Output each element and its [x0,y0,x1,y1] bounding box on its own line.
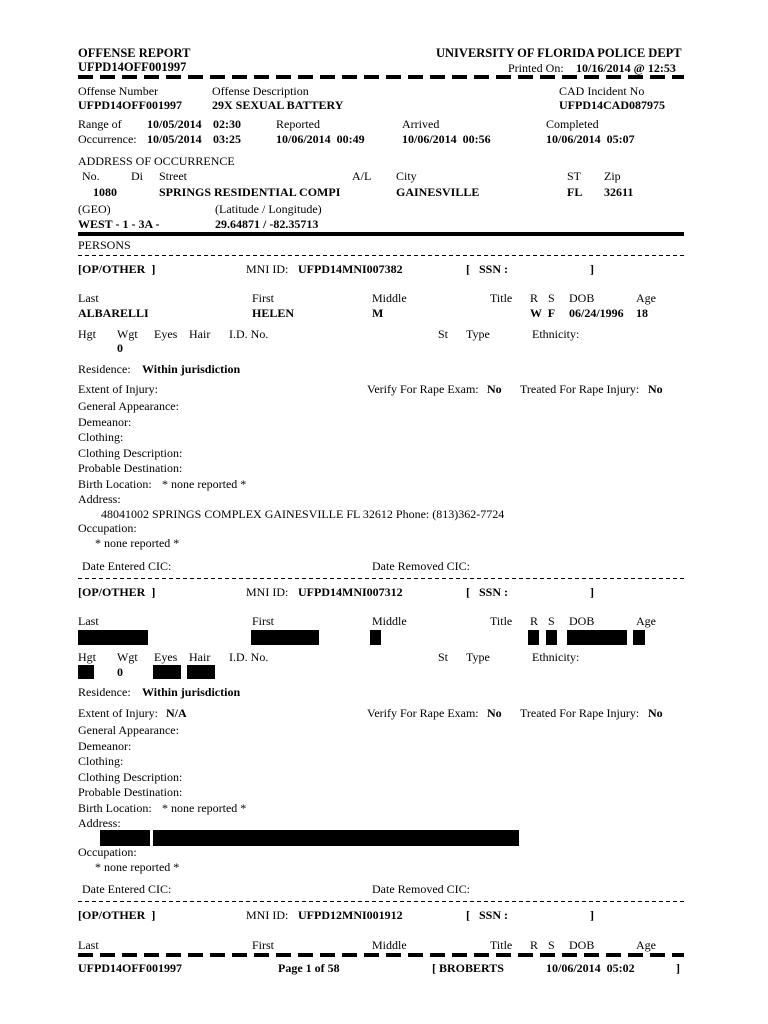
dob-label: DOB [569,614,595,628]
clothing-label: Clothing: [78,430,124,444]
date-removed-label: Date Removed CIC: [372,882,470,896]
idno-label: I.D. No. [229,650,269,664]
section-divider [78,232,684,236]
mni-id: UFPD14MNI007382 [298,262,403,276]
addr-st: FL [567,185,583,199]
middle-label: Middle [372,938,407,952]
person-role: [OP/OTHER ] [78,262,156,276]
redaction-hair [187,665,215,679]
middle-label: Middle [372,291,407,305]
hgt-label: Hgt [78,327,96,341]
wgt-label: Wgt [117,327,138,341]
sex-label: S [548,938,555,952]
ethnicity-label: Ethnicity: [532,327,580,341]
header-divider [78,75,684,79]
redaction-race [528,630,539,645]
address-label: Address: [78,816,121,830]
range-label: Range of [78,117,122,131]
general-label: General Appearance: [78,723,179,737]
birth-label: Birth Location: [78,801,152,815]
verify-label: Verify For Rape Exam: [367,706,479,720]
last-label: Last [78,291,99,305]
birth-value: * none reported * [162,477,247,491]
redaction-first-name [251,630,319,645]
cad-label: CAD Incident No [559,84,645,98]
completed-value: 10/06/2014 05:07 [546,132,635,146]
completed-label: Completed [546,117,599,131]
treated-label: Treated For Rape Injury: [520,706,640,720]
persons-heading: PERSONS [78,238,131,252]
redaction-address [153,830,519,846]
person-divider [78,901,684,902]
sex-label: S [548,614,555,628]
report-title: OFFENSE REPORT [78,46,191,60]
addr-st-label: ST [567,169,582,183]
title-label: Title [490,938,513,952]
addr-no-label: No. [82,169,100,183]
race-label: R [530,614,539,628]
id-type-label: Type [466,327,490,341]
mni-label: MNI ID: [246,585,289,599]
footer-divider [78,953,684,957]
mni-label: MNI ID: [246,262,289,276]
latlon-label: (Latitude / Longitude) [215,202,322,216]
general-label: General Appearance: [78,399,179,413]
occupation-value: * none reported * [95,536,180,550]
clothing-desc-label: Clothing Description: [78,770,183,784]
age-label: Age [636,614,656,628]
addr-zip: 32611 [604,185,634,199]
id-type-label: Type [466,650,490,664]
reported-value: 10/06/2014 00:49 [276,132,365,146]
mni-label: MNI ID: [246,908,289,922]
age-label: Age [636,938,656,952]
ssn-label: [ SSN : [466,585,509,599]
treated-value: No [648,382,663,396]
footer-report-number: UFPD14OFF001997 [78,961,182,975]
footer-page: Page 1 of 58 [278,961,340,975]
range-time: 02:30 [213,117,241,131]
ssn-close: ] [590,585,594,599]
occurrence-time: 03:25 [213,132,241,146]
residence-label: Residence: [78,685,131,699]
addr-zip-label: Zip [604,169,621,183]
occurrence-label: Occurrence: [78,132,137,146]
eyes-label: Eyes [154,327,178,341]
addr-di-label: Di [131,169,143,183]
wgt-label: Wgt [117,650,138,664]
first-label: First [252,291,275,305]
person-address: 48041002 SPRINGS COMPLEX GAINESVILLE FL 32612 Phone: (813)362-7724 [101,507,505,521]
addr-al-label: A/L [352,169,372,183]
redaction-dob [567,630,627,645]
offense-number: UFPD14OFF001997 [78,98,182,112]
title-label: Title [490,614,513,628]
person-role: [OP/OTHER ] [78,908,156,922]
treated-label: Treated For Rape Injury: [520,382,640,396]
verify-label: Verify For Rape Exam: [367,382,479,396]
verify-value: No [487,706,502,720]
occupation-value: * none reported * [95,860,180,874]
occupation-label: Occupation: [78,845,137,859]
verify-value: No [487,382,502,396]
date-entered-label: Date Entered CIC: [82,559,172,573]
occupation-label: Occupation: [78,521,137,535]
person-residence: Within jurisdiction [142,362,241,376]
demeanor-label: Demeanor: [78,739,132,753]
cad-number: UFPD14CAD087975 [559,98,665,112]
birth-label: Birth Location: [78,477,152,491]
residence-label: Residence: [78,362,131,376]
id-st-label: St [438,650,449,664]
extent-label: Extent of Injury: [78,706,158,720]
mni-id: UFPD12MNI001912 [298,908,403,922]
eyes-label: Eyes [154,650,178,664]
addr-street: SPRINGS RESIDENTIAL COMPI [159,185,341,199]
treated-value: No [648,706,663,720]
persons-divider [78,255,684,256]
occurrence-date: 10/05/2014 [147,132,202,146]
range-date: 10/05/2014 [147,117,202,131]
report-number: UFPD14OFF001997 [78,60,187,74]
geo-label: (GEO) [78,202,111,216]
offense-desc-label: Offense Description [212,84,309,98]
first-label: First [252,938,275,952]
demeanor-label: Demeanor: [78,415,132,429]
addr-city-label: City [396,169,417,183]
probable-label: Probable Destination: [78,461,183,475]
redaction-last-name [78,630,148,645]
birth-value: * none reported * [162,801,247,815]
printed-on-label: Printed On: [508,61,564,75]
footer-user: [ BROBERTS [432,961,504,975]
dob-label: DOB [569,291,595,305]
addr-city: GAINESVILLE [396,185,480,199]
clothing-desc-label: Clothing Description: [78,446,183,460]
last-label: Last [78,614,99,628]
addr-no: 1080 [93,185,117,199]
offense-number-label: Offense Number [78,84,159,98]
hgt-label: Hgt [78,650,96,664]
person-dob: 06/24/1996 [569,306,624,320]
extent-label: Extent of Injury: [78,382,158,396]
person-race-sex: W F [530,306,556,320]
offense-desc: 29X SEXUAL BATTERY [212,98,344,112]
hair-label: Hair [189,327,211,341]
person-last: ALBARELLI [78,306,149,320]
address-label: Address: [78,492,121,506]
latlon-value: 29.64871 / -82.35713 [215,217,319,231]
person-divider [78,578,684,579]
person-age: 18 [636,306,648,320]
id-st-label: St [438,327,449,341]
sex-label: S [548,291,555,305]
redaction-height [78,665,94,679]
title-label: Title [490,291,513,305]
redaction-middle-name [370,630,381,645]
probable-label: Probable Destination: [78,785,183,799]
ssn-close: ] [590,908,594,922]
person-wgt: 0 [117,341,123,355]
redaction-address-number [100,830,150,846]
idno-label: I.D. No. [229,327,269,341]
reported-label: Reported [276,117,320,131]
race-label: R [530,291,539,305]
redaction-age [633,630,645,645]
person-first: HELEN [252,306,295,320]
arrived-value: 10/06/2014 00:56 [402,132,491,146]
redaction-eyes [153,665,181,679]
ssn-close: ] [590,262,594,276]
first-label: First [252,614,275,628]
middle-label: Middle [372,614,407,628]
address-heading: ADDRESS OF OCCURRENCE [78,154,235,168]
footer-datetime: 10/06/2014 05:02 [546,961,635,975]
date-removed-label: Date Removed CIC: [372,559,470,573]
age-label: Age [636,291,656,305]
clothing-label: Clothing: [78,754,124,768]
addr-street-label: Street [159,169,187,183]
last-label: Last [78,938,99,952]
extent-value: N/A [166,706,187,720]
ssn-label: [ SSN : [466,908,509,922]
mni-id: UFPD14MNI007312 [298,585,403,599]
dob-label: DOB [569,938,595,952]
agency-name: UNIVERSITY OF FLORIDA POLICE DEPT [436,46,682,60]
person-wgt: 0 [117,665,123,679]
race-label: R [530,938,539,952]
person-role: [OP/OTHER ] [78,585,156,599]
hair-label: Hair [189,650,211,664]
person-residence: Within jurisdiction [142,685,241,699]
geo-value: WEST - 1 - 3A - [78,217,160,231]
ssn-label: [ SSN : [466,262,509,276]
person-middle: M [372,306,384,320]
ethnicity-label: Ethnicity: [532,650,580,664]
redaction-sex [546,630,557,645]
date-entered-label: Date Entered CIC: [82,882,172,896]
printed-on-value: 10/16/2014 @ 12:53 [576,61,676,75]
arrived-label: Arrived [402,117,440,131]
footer-close: ] [676,961,680,975]
